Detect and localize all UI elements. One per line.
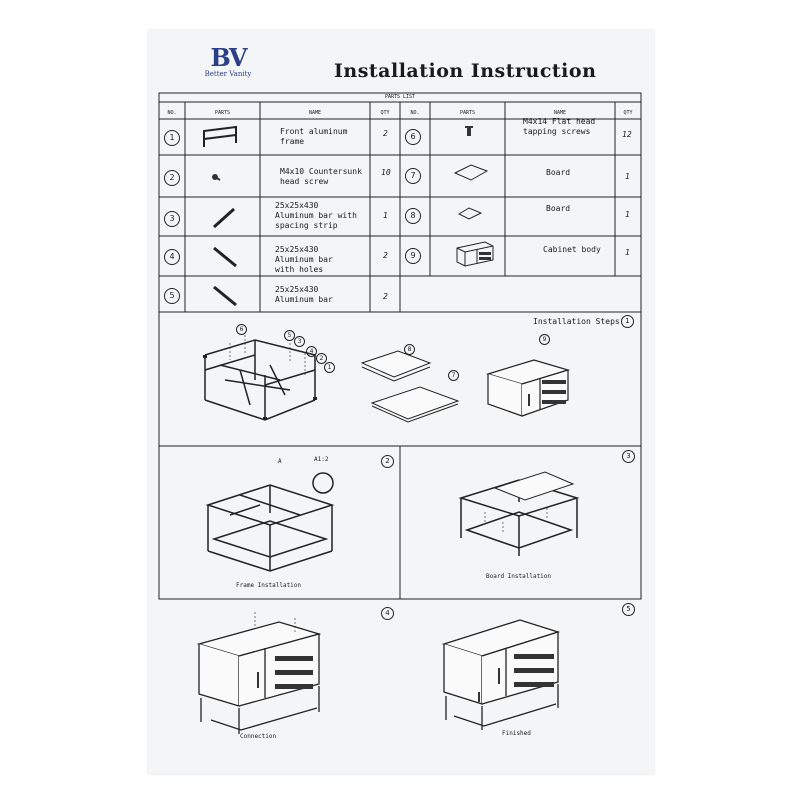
part-number: 1: [164, 130, 180, 146]
part-name: 25x25x430 Aluminum bar: [275, 285, 333, 304]
logo-mark: BV: [210, 43, 246, 72]
part-number: 8: [405, 208, 421, 224]
col-header-name: NAME: [308, 110, 322, 116]
col-header-qty: QTY: [380, 110, 390, 116]
page-title: Installation Instruction: [334, 60, 597, 82]
part-number: 6: [405, 129, 421, 145]
board-icon: [457, 206, 483, 222]
step-caption: Board Installation: [486, 573, 552, 580]
part-qty: 2: [383, 251, 388, 260]
part-name: 25x25x430 Aluminum bar with holes: [275, 245, 333, 274]
screw-icon: [464, 125, 474, 139]
col-header-name-right: NAME: [553, 110, 567, 116]
part-qty: 1: [383, 211, 388, 220]
callout: 7: [448, 370, 459, 381]
part-qty: 1: [625, 248, 630, 257]
frame-installation-diagram: [200, 465, 360, 580]
col-header-no: NO.: [167, 110, 177, 116]
brand-logo: [193, 43, 263, 78]
part-name: Front aluminum frame: [280, 127, 348, 146]
callout: 3: [294, 336, 305, 347]
cabinet-icon: [455, 238, 495, 268]
frame-icon: [200, 125, 240, 150]
col-header-qty-right: QTY: [623, 110, 633, 116]
part-name: M4x14 Flat head tapping screws: [523, 117, 596, 136]
part-name: M4x10 Countersunk head screw: [280, 167, 362, 186]
part-name: Board: [546, 168, 571, 177]
step-number: 1: [621, 315, 634, 328]
board-diagram: [360, 345, 460, 425]
step-number: 4: [381, 607, 394, 620]
callout: 4: [306, 346, 317, 357]
parts-list-caption: PARTS LIST: [384, 94, 416, 100]
detail-letter: A: [278, 458, 282, 465]
board-installation-diagram: [455, 462, 585, 562]
step-caption: Connection: [240, 733, 277, 740]
screw-icon: [210, 172, 222, 184]
step-number: 5: [622, 603, 635, 616]
part-qty: 10: [381, 168, 391, 177]
logo-text: Better Vanity: [204, 70, 252, 78]
step-caption: Frame Installation: [236, 582, 302, 589]
callout: 6: [236, 324, 247, 335]
part-number: 5: [164, 288, 180, 304]
part-qty: 2: [383, 129, 388, 138]
part-number: 7: [405, 168, 421, 184]
callout: 8: [404, 344, 415, 355]
part-number: 9: [405, 248, 421, 264]
step-caption: Finished: [502, 730, 531, 737]
part-qty: 12: [622, 130, 632, 139]
part-qty: 2: [383, 292, 388, 301]
callout: 5: [284, 330, 295, 341]
callout: 9: [539, 334, 550, 345]
col-header-parts: PARTS: [214, 110, 231, 116]
bar-icon: [210, 205, 240, 230]
col-header-parts-right: PARTS: [459, 110, 476, 116]
part-name: 25x25x430 Aluminum bar with spacing strip: [275, 201, 357, 230]
connection-diagram: [195, 608, 330, 738]
cabinet-body-diagram: [484, 340, 574, 420]
board-icon: [453, 163, 489, 183]
part-name: Board: [546, 204, 571, 213]
part-name: Cabinet body: [543, 245, 601, 254]
col-header-no-right: NO.: [410, 110, 420, 116]
part-number: 4: [164, 249, 180, 265]
finished-cabinet-diagram: [440, 602, 565, 732]
part-number: 2: [164, 170, 180, 186]
part-number: 3: [164, 211, 180, 227]
detail-scale: A1:2: [314, 456, 329, 463]
part-qty: 1: [625, 210, 630, 219]
callout: 2: [316, 353, 327, 364]
part-qty: 1: [625, 172, 630, 181]
installation-steps-heading: Installation Steps: [533, 317, 620, 326]
step-number: 2: [381, 455, 394, 468]
step-number: 3: [622, 450, 635, 463]
bar-icon: [210, 244, 240, 269]
bar-icon: [210, 283, 240, 308]
callout: 1: [324, 362, 335, 373]
frame-exploded-diagram: [195, 325, 340, 435]
